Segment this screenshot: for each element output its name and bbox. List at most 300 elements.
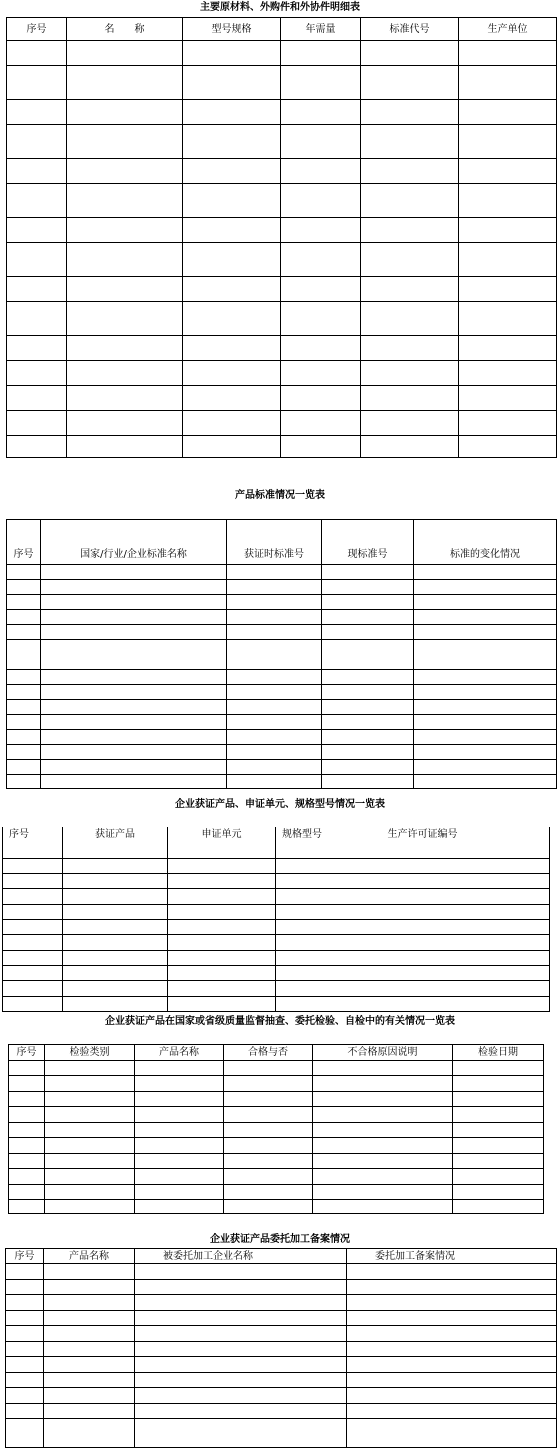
table-cell[interactable] — [7, 361, 67, 386]
table-cell[interactable] — [63, 950, 168, 965]
table-cell[interactable] — [453, 1169, 544, 1185]
table-cell[interactable] — [361, 386, 459, 411]
table-cell[interactable] — [322, 610, 414, 625]
table-cell[interactable] — [7, 625, 41, 640]
table-cell[interactable] — [44, 1342, 135, 1357]
table-cell[interactable] — [313, 1154, 453, 1169]
table-cell[interactable] — [322, 745, 414, 760]
table-cell[interactable] — [63, 904, 168, 919]
table-cell[interactable] — [41, 565, 227, 580]
table-cell[interactable] — [7, 218, 67, 243]
table-cell[interactable] — [135, 1280, 347, 1295]
table-cell[interactable] — [361, 436, 459, 458]
table-cell[interactable] — [414, 745, 557, 760]
table-cell[interactable] — [6, 1404, 44, 1419]
table-cell[interactable] — [453, 1185, 544, 1200]
table-cell[interactable] — [224, 1185, 313, 1200]
table-cell[interactable] — [313, 1200, 453, 1214]
table-cell[interactable] — [7, 243, 67, 277]
table-cell[interactable] — [45, 1185, 135, 1200]
table-cell[interactable] — [7, 336, 67, 361]
table-cell[interactable] — [281, 159, 361, 184]
table-cell[interactable] — [3, 934, 63, 950]
table-cell[interactable] — [347, 1295, 557, 1311]
table-cell[interactable] — [63, 934, 168, 950]
table-cell[interactable] — [347, 1311, 557, 1326]
table-cell[interactable] — [41, 580, 227, 595]
table-cell[interactable] — [7, 610, 41, 625]
table-cell[interactable] — [459, 411, 557, 436]
table-cell[interactable] — [361, 125, 459, 159]
table-cell[interactable] — [281, 184, 361, 218]
table-cell[interactable] — [63, 996, 168, 1011]
table-cell[interactable] — [6, 1311, 44, 1326]
table-cell[interactable] — [347, 1419, 557, 1448]
table-cell[interactable] — [361, 277, 459, 302]
table-cell[interactable] — [224, 1169, 313, 1185]
table-cell[interactable] — [7, 730, 41, 745]
table-cell[interactable] — [168, 888, 276, 904]
table-cell[interactable] — [168, 950, 276, 965]
table-cell[interactable] — [45, 1076, 135, 1092]
table-cell[interactable] — [9, 1076, 45, 1092]
table-cell[interactable] — [6, 1419, 44, 1448]
table-cell[interactable] — [414, 580, 557, 595]
table-cell[interactable] — [44, 1311, 135, 1326]
table-cell[interactable] — [3, 919, 63, 934]
table-cell[interactable] — [281, 361, 361, 386]
table-cell[interactable] — [224, 1061, 313, 1076]
table-cell[interactable] — [281, 302, 361, 336]
table-cell[interactable] — [347, 1404, 557, 1419]
table-cell[interactable] — [3, 965, 63, 980]
table-cell[interactable] — [135, 1200, 224, 1214]
table-cell[interactable] — [3, 980, 63, 996]
table-cell[interactable] — [168, 980, 276, 996]
table-cell[interactable] — [227, 670, 322, 685]
table-cell[interactable] — [414, 670, 557, 685]
table-cell[interactable] — [41, 685, 227, 700]
table-cell[interactable] — [7, 595, 41, 610]
table-cell[interactable] — [67, 361, 183, 386]
table-cell[interactable] — [313, 1169, 453, 1185]
table-cell[interactable] — [183, 411, 281, 436]
table-cell[interactable] — [322, 700, 414, 715]
table-cell[interactable] — [459, 100, 557, 125]
table-cell[interactable] — [44, 1264, 135, 1280]
table-cell[interactable] — [361, 66, 459, 100]
table-cell[interactable] — [63, 919, 168, 934]
table-cell[interactable] — [227, 715, 322, 730]
table-cell[interactable] — [3, 996, 63, 1011]
table-cell[interactable] — [414, 685, 557, 700]
table-cell[interactable] — [347, 1326, 557, 1342]
table-cell[interactable] — [44, 1419, 135, 1448]
table-cell[interactable] — [168, 858, 276, 873]
table-cell[interactable] — [322, 595, 414, 610]
table-cell[interactable] — [227, 775, 322, 789]
table-cell[interactable] — [459, 218, 557, 243]
table-cell[interactable] — [183, 436, 281, 458]
table-cell[interactable] — [453, 1107, 544, 1123]
table-cell[interactable] — [67, 41, 183, 66]
table-cell[interactable] — [7, 125, 67, 159]
table-cell[interactable] — [67, 302, 183, 336]
table-cell[interactable] — [7, 670, 41, 685]
table-cell[interactable] — [276, 904, 550, 919]
table-cell[interactable] — [183, 361, 281, 386]
table-cell[interactable] — [322, 715, 414, 730]
table-cell[interactable] — [67, 411, 183, 436]
table-cell[interactable] — [224, 1200, 313, 1214]
table-cell[interactable] — [347, 1388, 557, 1404]
table-cell[interactable] — [7, 386, 67, 411]
table-cell[interactable] — [67, 159, 183, 184]
table-cell[interactable] — [459, 277, 557, 302]
table-cell[interactable] — [227, 730, 322, 745]
table-cell[interactable] — [9, 1200, 45, 1214]
table-cell[interactable] — [44, 1326, 135, 1342]
table-cell[interactable] — [414, 760, 557, 775]
table-cell[interactable] — [227, 685, 322, 700]
table-cell[interactable] — [135, 1107, 224, 1123]
table-cell[interactable] — [41, 760, 227, 775]
table-cell[interactable] — [135, 1311, 347, 1326]
table-cell[interactable] — [67, 218, 183, 243]
table-cell[interactable] — [7, 159, 67, 184]
table-cell[interactable] — [453, 1138, 544, 1154]
table-cell[interactable] — [7, 302, 67, 336]
table-cell[interactable] — [276, 980, 550, 996]
table-cell[interactable] — [361, 243, 459, 277]
table-cell[interactable] — [135, 1373, 347, 1388]
table-cell[interactable] — [227, 595, 322, 610]
table-cell[interactable] — [44, 1388, 135, 1404]
table-cell[interactable] — [276, 858, 550, 873]
table-cell[interactable] — [3, 873, 63, 888]
table-cell[interactable] — [227, 565, 322, 580]
table-cell[interactable] — [183, 218, 281, 243]
table-cell[interactable] — [227, 580, 322, 595]
table-cell[interactable] — [361, 361, 459, 386]
table-cell[interactable] — [459, 302, 557, 336]
table-cell[interactable] — [41, 730, 227, 745]
table-cell[interactable] — [135, 1092, 224, 1107]
table-cell[interactable] — [224, 1154, 313, 1169]
table-cell[interactable] — [3, 888, 63, 904]
table-cell[interactable] — [6, 1357, 44, 1373]
table-cell[interactable] — [41, 715, 227, 730]
table-cell[interactable] — [281, 411, 361, 436]
table-cell[interactable] — [347, 1357, 557, 1373]
table-cell[interactable] — [281, 386, 361, 411]
table-cell[interactable] — [414, 640, 557, 670]
table-cell[interactable] — [414, 595, 557, 610]
table-cell[interactable] — [45, 1061, 135, 1076]
table-cell[interactable] — [135, 1326, 347, 1342]
table-cell[interactable] — [7, 41, 67, 66]
table-cell[interactable] — [313, 1076, 453, 1092]
table-cell[interactable] — [6, 1373, 44, 1388]
table-cell[interactable] — [276, 996, 550, 1011]
table-cell[interactable] — [459, 184, 557, 218]
table-cell[interactable] — [322, 640, 414, 670]
table-cell[interactable] — [313, 1107, 453, 1123]
table-cell[interactable] — [224, 1138, 313, 1154]
table-cell[interactable] — [183, 184, 281, 218]
table-cell[interactable] — [63, 888, 168, 904]
table-cell[interactable] — [63, 858, 168, 873]
table-cell[interactable] — [322, 625, 414, 640]
table-cell[interactable] — [276, 965, 550, 980]
table-cell[interactable] — [459, 159, 557, 184]
table-cell[interactable] — [281, 100, 361, 125]
table-cell[interactable] — [453, 1092, 544, 1107]
table-cell[interactable] — [67, 184, 183, 218]
table-cell[interactable] — [9, 1061, 45, 1076]
table-cell[interactable] — [41, 670, 227, 685]
table-cell[interactable] — [224, 1107, 313, 1123]
table-cell[interactable] — [459, 41, 557, 66]
table-cell[interactable] — [281, 125, 361, 159]
table-cell[interactable] — [41, 700, 227, 715]
table-cell[interactable] — [183, 302, 281, 336]
table-cell[interactable] — [168, 873, 276, 888]
table-cell[interactable] — [7, 565, 41, 580]
table-cell[interactable] — [9, 1138, 45, 1154]
table-cell[interactable] — [41, 610, 227, 625]
table-cell[interactable] — [313, 1092, 453, 1107]
table-cell[interactable] — [361, 302, 459, 336]
table-cell[interactable] — [135, 1138, 224, 1154]
table-cell[interactable] — [224, 1092, 313, 1107]
table-cell[interactable] — [183, 125, 281, 159]
table-cell[interactable] — [322, 775, 414, 789]
table-cell[interactable] — [41, 595, 227, 610]
table-cell[interactable] — [6, 1342, 44, 1357]
table-cell[interactable] — [276, 934, 550, 950]
table-cell[interactable] — [313, 1061, 453, 1076]
table-cell[interactable] — [361, 336, 459, 361]
table-cell[interactable] — [361, 159, 459, 184]
table-cell[interactable] — [9, 1107, 45, 1123]
table-cell[interactable] — [135, 1419, 347, 1448]
table-cell[interactable] — [414, 715, 557, 730]
table-cell[interactable] — [361, 100, 459, 125]
table-cell[interactable] — [361, 411, 459, 436]
table-cell[interactable] — [168, 934, 276, 950]
table-cell[interactable] — [453, 1154, 544, 1169]
table-cell[interactable] — [3, 950, 63, 965]
table-cell[interactable] — [183, 66, 281, 100]
table-cell[interactable] — [227, 625, 322, 640]
table-cell[interactable] — [44, 1280, 135, 1295]
table-cell[interactable] — [322, 565, 414, 580]
table-cell[interactable] — [453, 1200, 544, 1214]
table-cell[interactable] — [7, 580, 41, 595]
table-cell[interactable] — [227, 610, 322, 625]
table-cell[interactable] — [7, 700, 41, 715]
table-cell[interactable] — [67, 386, 183, 411]
table-cell[interactable] — [135, 1185, 224, 1200]
table-cell[interactable] — [9, 1123, 45, 1138]
table-cell[interactable] — [361, 41, 459, 66]
table-cell[interactable] — [7, 685, 41, 700]
table-cell[interactable] — [322, 730, 414, 745]
table-cell[interactable] — [276, 950, 550, 965]
table-cell[interactable] — [313, 1185, 453, 1200]
table-cell[interactable] — [3, 858, 63, 873]
table-cell[interactable] — [361, 184, 459, 218]
table-cell[interactable] — [45, 1107, 135, 1123]
table-cell[interactable] — [347, 1280, 557, 1295]
table-cell[interactable] — [224, 1076, 313, 1092]
table-cell[interactable] — [347, 1264, 557, 1280]
table-cell[interactable] — [67, 243, 183, 277]
table-cell[interactable] — [44, 1373, 135, 1388]
table-cell[interactable] — [7, 66, 67, 100]
table-cell[interactable] — [135, 1404, 347, 1419]
table-cell[interactable] — [67, 336, 183, 361]
table-cell[interactable] — [45, 1123, 135, 1138]
table-cell[interactable] — [7, 640, 41, 670]
table-cell[interactable] — [459, 386, 557, 411]
table-cell[interactable] — [414, 775, 557, 789]
table-cell[interactable] — [183, 277, 281, 302]
table-cell[interactable] — [276, 873, 550, 888]
table-cell[interactable] — [67, 436, 183, 458]
table-cell[interactable] — [453, 1123, 544, 1138]
table-cell[interactable] — [281, 336, 361, 361]
table-cell[interactable] — [7, 277, 67, 302]
table-cell[interactable] — [6, 1280, 44, 1295]
table-cell[interactable] — [9, 1092, 45, 1107]
table-cell[interactable] — [41, 775, 227, 789]
table-cell[interactable] — [44, 1404, 135, 1419]
table-cell[interactable] — [183, 41, 281, 66]
table-cell[interactable] — [45, 1169, 135, 1185]
table-cell[interactable] — [63, 873, 168, 888]
table-cell[interactable] — [347, 1342, 557, 1357]
table-cell[interactable] — [414, 565, 557, 580]
table-cell[interactable] — [9, 1185, 45, 1200]
table-cell[interactable] — [7, 760, 41, 775]
table-cell[interactable] — [227, 745, 322, 760]
table-cell[interactable] — [281, 41, 361, 66]
table-cell[interactable] — [183, 159, 281, 184]
table-cell[interactable] — [45, 1092, 135, 1107]
table-cell[interactable] — [322, 670, 414, 685]
table-cell[interactable] — [135, 1076, 224, 1092]
table-cell[interactable] — [347, 1373, 557, 1388]
table-cell[interactable] — [45, 1154, 135, 1169]
table-cell[interactable] — [276, 919, 550, 934]
table-cell[interactable] — [41, 625, 227, 640]
table-cell[interactable] — [227, 700, 322, 715]
table-cell[interactable] — [459, 361, 557, 386]
table-cell[interactable] — [459, 243, 557, 277]
table-cell[interactable] — [6, 1388, 44, 1404]
table-cell[interactable] — [67, 66, 183, 100]
table-cell[interactable] — [7, 411, 67, 436]
table-cell[interactable] — [67, 277, 183, 302]
table-cell[interactable] — [168, 996, 276, 1011]
table-cell[interactable] — [44, 1357, 135, 1373]
table-cell[interactable] — [227, 760, 322, 775]
table-cell[interactable] — [63, 980, 168, 996]
table-cell[interactable] — [135, 1169, 224, 1185]
table-cell[interactable] — [45, 1200, 135, 1214]
table-cell[interactable] — [414, 610, 557, 625]
table-cell[interactable] — [67, 125, 183, 159]
table-cell[interactable] — [7, 775, 41, 789]
table-cell[interactable] — [276, 888, 550, 904]
table-cell[interactable] — [41, 745, 227, 760]
table-cell[interactable] — [135, 1342, 347, 1357]
table-cell[interactable] — [6, 1326, 44, 1342]
table-cell[interactable] — [183, 386, 281, 411]
table-cell[interactable] — [322, 580, 414, 595]
table-cell[interactable] — [183, 336, 281, 361]
table-cell[interactable] — [453, 1076, 544, 1092]
table-cell[interactable] — [41, 640, 227, 670]
table-cell[interactable] — [227, 640, 322, 670]
table-cell[interactable] — [7, 715, 41, 730]
table-cell[interactable] — [168, 965, 276, 980]
table-cell[interactable] — [135, 1123, 224, 1138]
table-cell[interactable] — [281, 436, 361, 458]
table-cell[interactable] — [6, 1264, 44, 1280]
table-cell[interactable] — [7, 100, 67, 125]
table-cell[interactable] — [183, 243, 281, 277]
table-cell[interactable] — [135, 1264, 347, 1280]
table-cell[interactable] — [9, 1154, 45, 1169]
table-cell[interactable] — [459, 436, 557, 458]
table-cell[interactable] — [414, 700, 557, 715]
table-cell[interactable] — [6, 1295, 44, 1311]
table-cell[interactable] — [63, 965, 168, 980]
table-cell[interactable] — [224, 1123, 313, 1138]
table-cell[interactable] — [183, 100, 281, 125]
table-cell[interactable] — [7, 184, 67, 218]
table-cell[interactable] — [459, 125, 557, 159]
table-cell[interactable] — [281, 66, 361, 100]
table-cell[interactable] — [414, 730, 557, 745]
table-cell[interactable] — [313, 1123, 453, 1138]
table-cell[interactable] — [322, 685, 414, 700]
table-cell[interactable] — [67, 100, 183, 125]
table-cell[interactable] — [459, 66, 557, 100]
table-cell[interactable] — [414, 625, 557, 640]
table-cell[interactable] — [168, 919, 276, 934]
table-cell[interactable] — [7, 745, 41, 760]
table-cell[interactable] — [281, 243, 361, 277]
table-cell[interactable] — [9, 1169, 45, 1185]
table-cell[interactable] — [135, 1388, 347, 1404]
table-cell[interactable] — [45, 1138, 135, 1154]
table-cell[interactable] — [135, 1295, 347, 1311]
table-cell[interactable] — [7, 436, 67, 458]
table-cell[interactable] — [135, 1357, 347, 1373]
table-cell[interactable] — [322, 760, 414, 775]
table-cell[interactable] — [459, 336, 557, 361]
table-cell[interactable] — [135, 1061, 224, 1076]
table-cell[interactable] — [44, 1295, 135, 1311]
table-cell[interactable] — [361, 218, 459, 243]
table-cell[interactable] — [3, 904, 63, 919]
table-cell[interactable] — [281, 218, 361, 243]
table-cell[interactable] — [453, 1061, 544, 1076]
